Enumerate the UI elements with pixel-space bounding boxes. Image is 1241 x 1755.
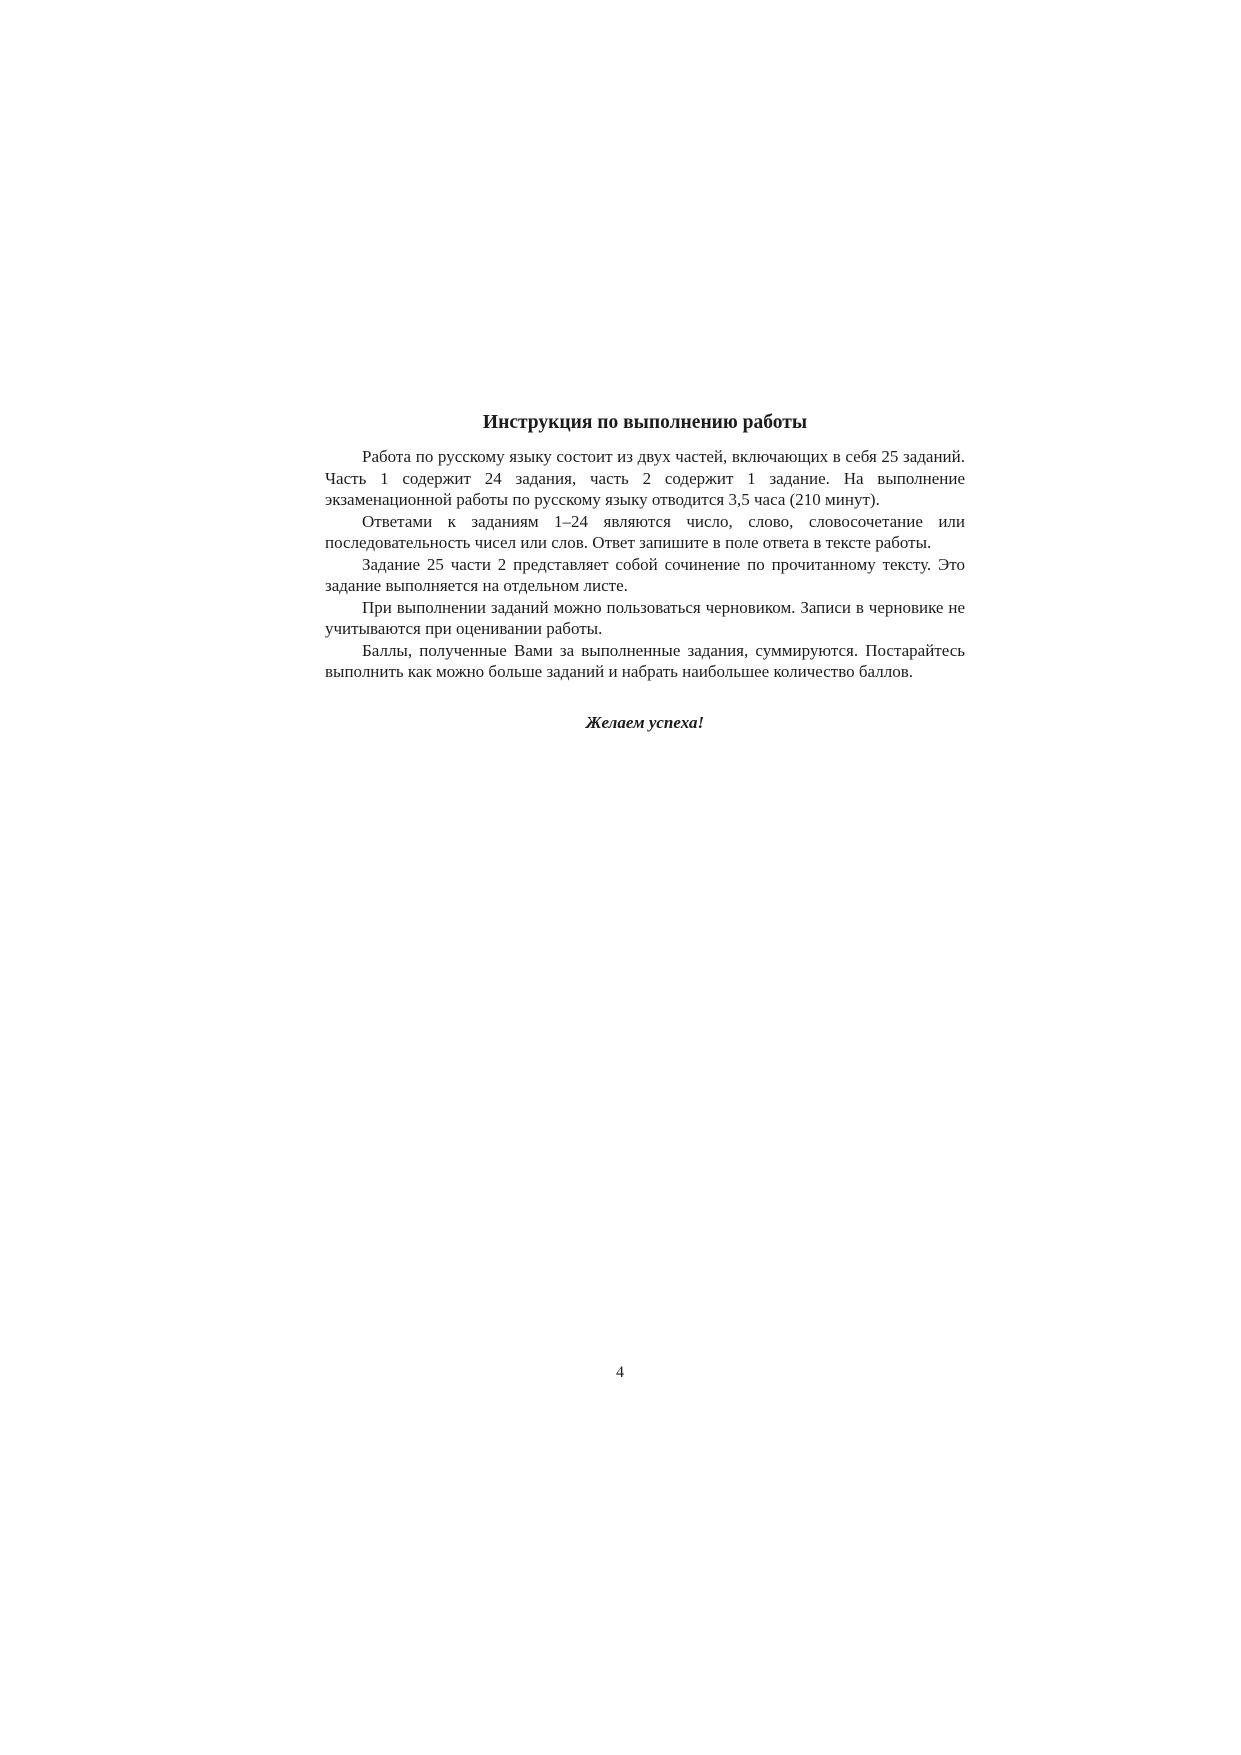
instruction-block	[325, 410, 965, 734]
instruction-paragraph-answers: Ответами к заданиям 1–24 являются число, слово, словосочетание или последовательность чисел или слов. Ответ запишите в поле ответа в тексте работы.	[325, 511, 965, 552]
instruction-paragraph-essay: Задание 25 части 2 представляет собой сочинение по прочитанному тексту. Это задание выполняется на отдельном листе.	[325, 554, 965, 595]
page-number: 4	[616, 1364, 624, 1381]
closing-wish: Желаем успеха!	[585, 712, 705, 732]
instruction-paragraph-draft: При выполнении заданий можно пользоваться черновиком. Записи в черновике не учитываются при оценивании работы.	[325, 597, 965, 638]
instruction-paragraph-structure: Работа по русскому языку состоит из двух частей, включающих в себя 25 заданий. Часть 1 содержит 24 задания, часть 2 содержит 1 задание. На выполнение экзаменационной работы по русскому языку отводится 3,5 часа (210 минут).	[325, 447, 965, 509]
instruction-title: Инструкция по выполнению работы	[482, 412, 808, 433]
instruction-paragraph-scoring: Баллы, полученные Вами за выполненные задания, суммируются. Постарайтесь выполнить как можно больше заданий и набрать наибольшее количество баллов.	[325, 640, 965, 681]
